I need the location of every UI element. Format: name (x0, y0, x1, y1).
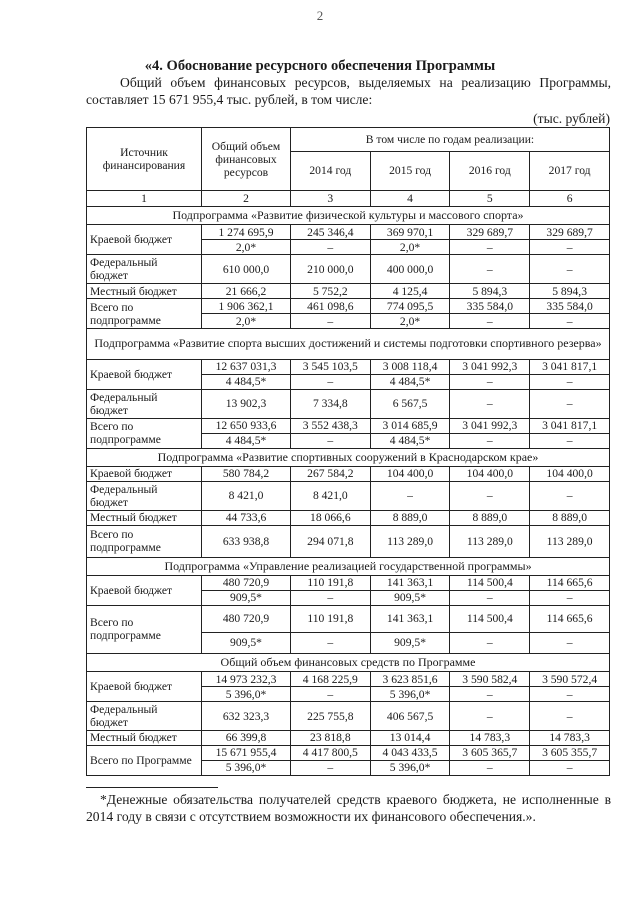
value-cell: 3 041 992,3 (450, 418, 530, 433)
table-row (87, 575, 610, 590)
value-cell: 113 289,0 (530, 525, 610, 557)
value-cell: 267 584,2 (290, 466, 370, 481)
value-cell: – (450, 389, 530, 418)
sub-value-cell: 5 396,0* (202, 760, 291, 775)
footnote-separator (86, 787, 218, 788)
row-source-cell: Краевой бюджет (87, 466, 202, 481)
sub-value-cell: – (530, 632, 610, 653)
table-row (87, 466, 610, 481)
header-year: 2014 год (290, 151, 370, 191)
value-cell: 113 289,0 (450, 525, 530, 557)
value-cell: 114 500,4 (450, 575, 530, 590)
sub-value-cell: – (450, 314, 530, 329)
value-cell: – (530, 702, 610, 731)
sub-value-cell: 909,5* (202, 632, 291, 653)
value-cell: 3 590 582,4 (450, 672, 530, 687)
value-cell: 15 671 955,4 (202, 745, 291, 760)
section-title-cell: Общий объем финансовых средств по Программе (87, 653, 610, 671)
section-header-row (87, 557, 610, 575)
value-cell: 225 755,8 (290, 702, 370, 731)
value-cell: 114 665,6 (530, 605, 610, 632)
sub-value-cell: – (450, 760, 530, 775)
row-source-cell: Местный бюджет (87, 284, 202, 299)
row-source-cell: Всего по подпрограмме (87, 299, 202, 329)
sub-value-cell: – (450, 632, 530, 653)
value-cell: 44 733,6 (202, 510, 291, 525)
sub-value-cell: – (290, 760, 370, 775)
value-cell: – (450, 481, 530, 510)
value-cell: 13 014,4 (370, 730, 450, 745)
value-cell: 12 637 031,3 (202, 359, 291, 374)
value-cell: 335 584,0 (530, 299, 610, 314)
sub-value-cell: 4 484,5* (370, 374, 450, 389)
sub-value-cell: 2,0* (370, 240, 450, 255)
header-row (87, 128, 610, 152)
table-row (87, 389, 610, 418)
value-cell: 3 623 851,6 (370, 672, 450, 687)
value-cell: 8 421,0 (202, 481, 291, 510)
value-cell: 3 552 438,3 (290, 418, 370, 433)
header-by-year: В том числе по годам реализации: (290, 128, 609, 152)
value-cell: – (450, 702, 530, 731)
row-source-cell: Краевой бюджет (87, 225, 202, 255)
table-row (87, 255, 610, 284)
sub-value-cell: – (530, 687, 610, 702)
header-year: 2017 год (530, 151, 610, 191)
header-total: Общий объем финансовых ресурсов (202, 128, 291, 191)
sub-value-cell: – (450, 433, 530, 448)
value-cell: 114 665,6 (530, 575, 610, 590)
sub-value-cell: – (530, 240, 610, 255)
table-row (87, 605, 610, 632)
value-cell: 3 041 817,1 (530, 359, 610, 374)
value-cell: 110 191,8 (290, 605, 370, 632)
value-cell: 8 889,0 (450, 510, 530, 525)
sub-value-cell: 4 484,5* (202, 374, 291, 389)
row-source-cell: Федеральный бюджет (87, 481, 202, 510)
value-cell: 4 417 800,5 (290, 745, 370, 760)
value-cell: 6 567,5 (370, 389, 450, 418)
column-number: 4 (370, 191, 450, 207)
table-row (87, 525, 610, 557)
section-title-cell: Подпрограмма «Развитие спорта высших достижений и системы подготовки спортивного резерва» (87, 328, 610, 359)
row-source-cell: Федеральный бюджет (87, 702, 202, 731)
value-cell: 580 784,2 (202, 466, 291, 481)
sub-value-cell: – (290, 314, 370, 329)
value-cell: 294 071,8 (290, 525, 370, 557)
value-cell: 480 720,9 (202, 605, 291, 632)
sub-value-cell: – (450, 374, 530, 389)
section-header-row (87, 653, 610, 671)
column-number: 5 (450, 191, 530, 207)
value-cell: 110 191,8 (290, 575, 370, 590)
value-cell: 7 334,8 (290, 389, 370, 418)
intro-text: Общий объем финансовых ресурсов, выделяемых на реализацию Программы, составляет 15 671 955,4 тыс. рублей, в том числе: (86, 75, 611, 107)
value-cell: 14 783,3 (450, 730, 530, 745)
row-source-cell: Краевой бюджет (87, 575, 202, 605)
value-cell: 3 014 685,9 (370, 418, 450, 433)
value-cell: 632 323,3 (202, 702, 291, 731)
sub-value-cell: – (290, 374, 370, 389)
value-cell: – (450, 255, 530, 284)
value-cell: 8 889,0 (530, 510, 610, 525)
value-cell: 104 400,0 (370, 466, 450, 481)
intro-paragraph (86, 74, 611, 108)
section-title: «4. Обоснование ресурсного обеспечения Программы (144, 58, 496, 74)
table-row (87, 745, 610, 760)
header-year: 2016 год (450, 151, 530, 191)
financing-table (86, 127, 610, 776)
table-row (87, 299, 610, 314)
sub-value-cell: 5 396,0* (370, 687, 450, 702)
header-year: 2015 год (370, 151, 450, 191)
row-source-cell: Местный бюджет (87, 730, 202, 745)
value-cell: 329 689,7 (530, 225, 610, 240)
column-number: 3 (290, 191, 370, 207)
table-row (87, 702, 610, 731)
sub-value-cell: – (530, 590, 610, 605)
sub-value-cell: – (450, 240, 530, 255)
value-cell: 610 000,0 (202, 255, 291, 284)
value-cell: 245 346,4 (290, 225, 370, 240)
value-cell: 5 894,3 (450, 284, 530, 299)
row-source-cell: Всего по подпрограмме (87, 418, 202, 448)
table-row (87, 284, 610, 299)
sub-value-cell: – (530, 760, 610, 775)
value-cell: 21 666,2 (202, 284, 291, 299)
value-cell: 3 041 817,1 (530, 418, 610, 433)
sub-value-cell: 4 484,5* (370, 433, 450, 448)
sub-value-cell: – (450, 687, 530, 702)
sub-value-cell: – (290, 687, 370, 702)
value-cell: 3 605 355,7 (530, 745, 610, 760)
value-cell: 5 894,3 (530, 284, 610, 299)
row-source-cell: Краевой бюджет (87, 672, 202, 702)
value-cell: 1 274 695,9 (202, 225, 291, 240)
sub-value-cell: – (530, 374, 610, 389)
sub-value-cell: – (290, 590, 370, 605)
value-cell: 633 938,8 (202, 525, 291, 557)
sub-value-cell: – (530, 433, 610, 448)
row-source-cell: Всего по подпрограмме (87, 605, 202, 653)
value-cell: 480 720,9 (202, 575, 291, 590)
table-row (87, 481, 610, 510)
value-cell: 141 363,1 (370, 605, 450, 632)
value-cell: 4 125,4 (370, 284, 450, 299)
page-number: 2 (316, 8, 324, 23)
row-source-cell: Федеральный бюджет (87, 389, 202, 418)
footnote (86, 791, 611, 825)
sub-value-cell: 909,5* (370, 590, 450, 605)
sub-value-cell: – (530, 314, 610, 329)
section-header-row (87, 207, 610, 225)
value-cell: 406 567,5 (370, 702, 450, 731)
sub-value-cell: 5 396,0* (370, 760, 450, 775)
column-numbers-row (87, 191, 610, 207)
value-cell: – (530, 255, 610, 284)
value-cell: – (530, 481, 610, 510)
value-cell: 774 095,5 (370, 299, 450, 314)
sub-value-cell: – (290, 632, 370, 653)
value-cell: 210 000,0 (290, 255, 370, 284)
value-cell: 1 906 362,1 (202, 299, 291, 314)
value-cell: 3 545 103,5 (290, 359, 370, 374)
column-number: 2 (202, 191, 291, 207)
sub-value-cell: 5 396,0* (202, 687, 291, 702)
sub-value-cell: – (450, 590, 530, 605)
table-row (87, 730, 610, 745)
value-cell: 3 590 572,4 (530, 672, 610, 687)
value-cell: 18 066,6 (290, 510, 370, 525)
value-cell: 14 783,3 (530, 730, 610, 745)
value-cell: 66 399,8 (202, 730, 291, 745)
section-title-cell: Подпрограмма «Управление реализацией государственной программы» (87, 557, 610, 575)
row-source-cell: Местный бюджет (87, 510, 202, 525)
value-cell: 3 041 992,3 (450, 359, 530, 374)
sub-value-cell: 909,5* (370, 632, 450, 653)
sub-value-cell: 2,0* (202, 240, 291, 255)
value-cell: 12 650 933,6 (202, 418, 291, 433)
table-row (87, 225, 610, 240)
sub-value-cell: 4 484,5* (202, 433, 291, 448)
table-row (87, 672, 610, 687)
sub-value-cell: – (290, 240, 370, 255)
footnote-text: *Денежные обязательства получателей средств краевого бюджета, не исполненные в 2014 году в связи с отсутствием возможности их финансового обеспечения.». (86, 792, 611, 824)
value-cell: 5 752,2 (290, 284, 370, 299)
value-cell: 369 970,1 (370, 225, 450, 240)
sub-value-cell: 2,0* (370, 314, 450, 329)
value-cell: 400 000,0 (370, 255, 450, 284)
value-cell: 113 289,0 (370, 525, 450, 557)
value-cell: 4 168 225,9 (290, 672, 370, 687)
value-cell: 141 363,1 (370, 575, 450, 590)
value-cell: 461 098,6 (290, 299, 370, 314)
value-cell: 104 400,0 (530, 466, 610, 481)
section-title-cell: Подпрограмма «Развитие спортивных сооружений в Краснодарском крае» (87, 448, 610, 466)
section-header-row (87, 448, 610, 466)
table-row (87, 359, 610, 374)
row-source-cell: Федеральный бюджет (87, 255, 202, 284)
row-source-cell: Всего по подпрограмме (87, 525, 202, 557)
value-cell: 14 973 232,3 (202, 672, 291, 687)
section-header-row (87, 328, 610, 359)
header-source: Источник финансирования (87, 128, 202, 191)
value-cell: 104 400,0 (450, 466, 530, 481)
value-cell: 114 500,4 (450, 605, 530, 632)
value-cell: 329 689,7 (450, 225, 530, 240)
row-source-cell: Краевой бюджет (87, 359, 202, 389)
column-number: 6 (530, 191, 610, 207)
row-source-cell: Всего по Программе (87, 745, 202, 775)
sub-value-cell: 909,5* (202, 590, 291, 605)
value-cell: 23 818,8 (290, 730, 370, 745)
value-cell: 4 043 433,5 (370, 745, 450, 760)
section-title-cell: Подпрограмма «Развитие физической культуры и массового спорта» (87, 207, 610, 225)
value-cell: 8 889,0 (370, 510, 450, 525)
value-cell: 335 584,0 (450, 299, 530, 314)
sub-value-cell: – (290, 433, 370, 448)
unit-label: (тыс. рублей) (533, 111, 610, 126)
value-cell: 13 902,3 (202, 389, 291, 418)
value-cell: – (370, 481, 450, 510)
value-cell: 3 605 365,7 (450, 745, 530, 760)
value-cell: 8 421,0 (290, 481, 370, 510)
column-number: 1 (87, 191, 202, 207)
table-row (87, 418, 610, 433)
table-body (87, 128, 610, 776)
value-cell: – (530, 389, 610, 418)
table-row (87, 510, 610, 525)
sub-value-cell: 2,0* (202, 314, 291, 329)
value-cell: 3 008 118,4 (370, 359, 450, 374)
